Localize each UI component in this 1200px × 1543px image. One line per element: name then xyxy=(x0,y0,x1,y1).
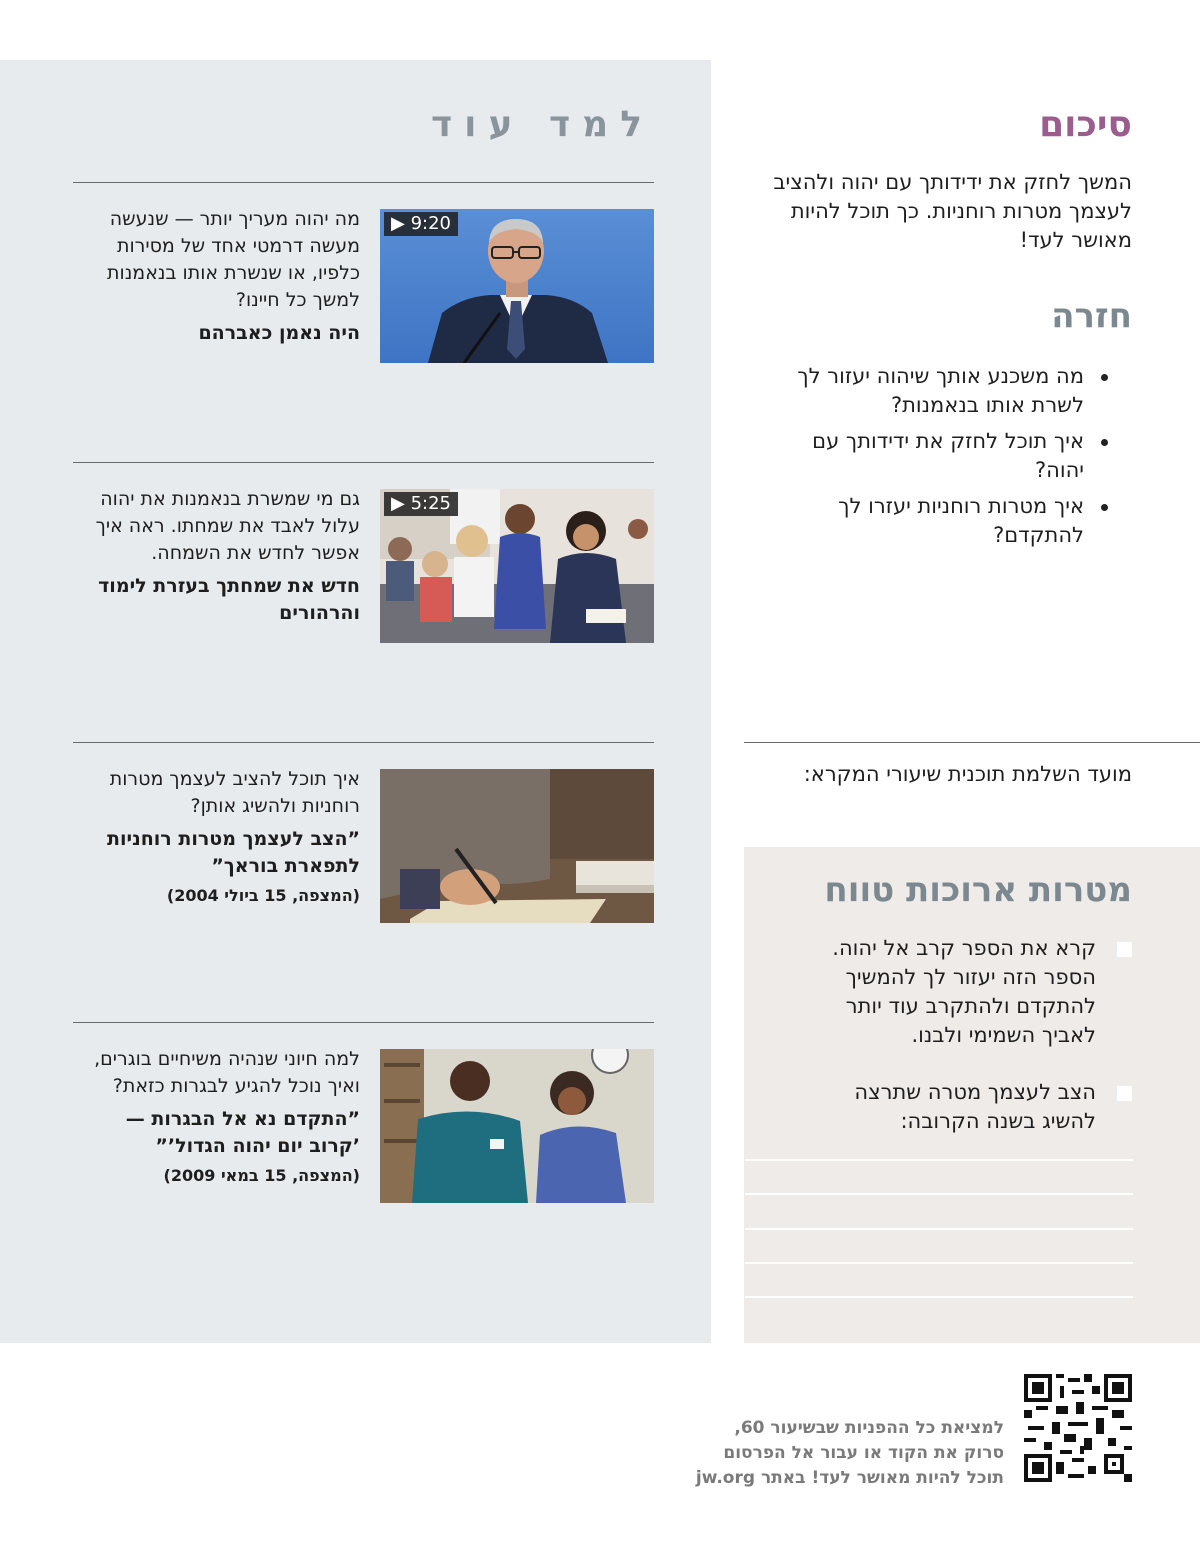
video-description xyxy=(70,206,360,347)
video-description xyxy=(70,486,360,627)
video-duration-badge: ▶ 9:20 xyxy=(384,212,458,236)
completion-date-label: מועד השלמת תוכנית שיעורי המקרא: xyxy=(803,762,1132,786)
article-title[interactable]: ”הצב לעצמך מטרות רוחניות לתפארת בוראך” xyxy=(107,828,360,877)
article-image-nurses[interactable] xyxy=(380,1049,654,1203)
nurses-talking-image xyxy=(380,1049,654,1203)
write-in-line[interactable] xyxy=(745,1228,1133,1230)
divider xyxy=(73,462,654,463)
article-description xyxy=(70,1046,360,1189)
divider xyxy=(73,1022,654,1023)
review-question: איך תוכל לחזק את ידידותך עם יהוה? xyxy=(772,427,1112,485)
divider xyxy=(73,742,654,743)
article-question: למה חיוני שנהיה משיחיים בוגרים, ואיך נוכל להגיע לבגרות כזאת? xyxy=(94,1048,360,1097)
long-term-goals-title: מטרות ארוכות טווח xyxy=(824,870,1132,910)
review-question: איך מטרות רוחניות יעזרו לך להתקדם? xyxy=(772,492,1112,550)
play-icon: ▶ xyxy=(391,493,405,514)
article-title[interactable]: ”התקדם נא אל הבגרות — ’קרוב יום יהוה הגדול’” xyxy=(125,1108,360,1157)
footer-text xyxy=(584,1416,1004,1491)
video-title[interactable]: חדש את שמחתך בעזרת לימוד והרהורים xyxy=(98,575,360,624)
article-source: (המצפה, 15 במאי 2009) xyxy=(163,1166,360,1185)
video-question: מה יהוה מעריך יותר — שנעשה מעשה דרמטי אחד של מסירות כלפיו, או שנשרת אותו בנאמנות למשך כל חיינו? xyxy=(107,208,360,311)
article-description xyxy=(70,766,360,909)
play-icon: ▶ xyxy=(391,213,405,234)
video-duration-badge: ▶ 5:25 xyxy=(384,492,458,516)
review-question: מה משכנע אותך שיהוה יעזור לך לשרת אותו בנאמנות? xyxy=(772,362,1112,420)
video-title[interactable]: היה נאמן כאברהם xyxy=(198,322,360,344)
learn-more-title: למד עוד xyxy=(430,104,654,145)
review-title: חזרה xyxy=(1051,296,1132,336)
write-in-line[interactable] xyxy=(745,1296,1133,1298)
footer-line: סרוק את הקוד או עבור אל הפרסום xyxy=(723,1443,1004,1463)
writing-goals-image xyxy=(380,769,654,923)
article-question: איך תוכל להציב לעצמך מטרות רוחניות ולהשיג אותן? xyxy=(109,768,360,817)
article-source: (המצפה, 15 ביולי 2004) xyxy=(166,886,360,905)
footer-line: תוכל להיות מאושר לעד! באתר jw.org xyxy=(695,1468,1004,1488)
goal-item: קרא את הספר קרב אל יהוה. הספר הזה יעזור לך להמשיך להתקדם ולהתקרב עוד יותר לאביך השמימי ולבנו. xyxy=(832,936,1096,1047)
divider xyxy=(73,182,654,183)
qr-code-icon[interactable] xyxy=(1024,1374,1132,1482)
write-in-line[interactable] xyxy=(745,1193,1133,1195)
footer-line: למציאת כל ההפניות שבשיעור 60, xyxy=(734,1418,1004,1438)
article-image-writing[interactable] xyxy=(380,769,654,923)
goal-checkbox[interactable] xyxy=(1117,1086,1132,1101)
summary-text: המשך לחזק את ידידותך עם יהוה ולהציב לעצמך מטרות רוחניות. כך תוכל להיות מאושר לעד! xyxy=(773,170,1132,252)
write-in-line[interactable] xyxy=(745,1159,1133,1161)
goal-checkbox[interactable] xyxy=(1117,942,1132,957)
video-question: גם מי שמשרת בנאמנות את יהוה עלול לאבד את שמחתו. ראה איך אפשר לחדש את השמחה. xyxy=(95,488,360,564)
divider xyxy=(744,742,1200,743)
write-in-line[interactable] xyxy=(745,1262,1133,1264)
review-list xyxy=(772,362,1112,557)
goal-item: הצב לעצמך מטרה שתרצה להשיג בשנה הקרובה: xyxy=(854,1080,1096,1133)
video-thumbnail-meeting[interactable] xyxy=(380,489,654,643)
video-thumbnail-speaker[interactable] xyxy=(380,209,654,363)
summary-title: סיכום xyxy=(1039,104,1132,145)
